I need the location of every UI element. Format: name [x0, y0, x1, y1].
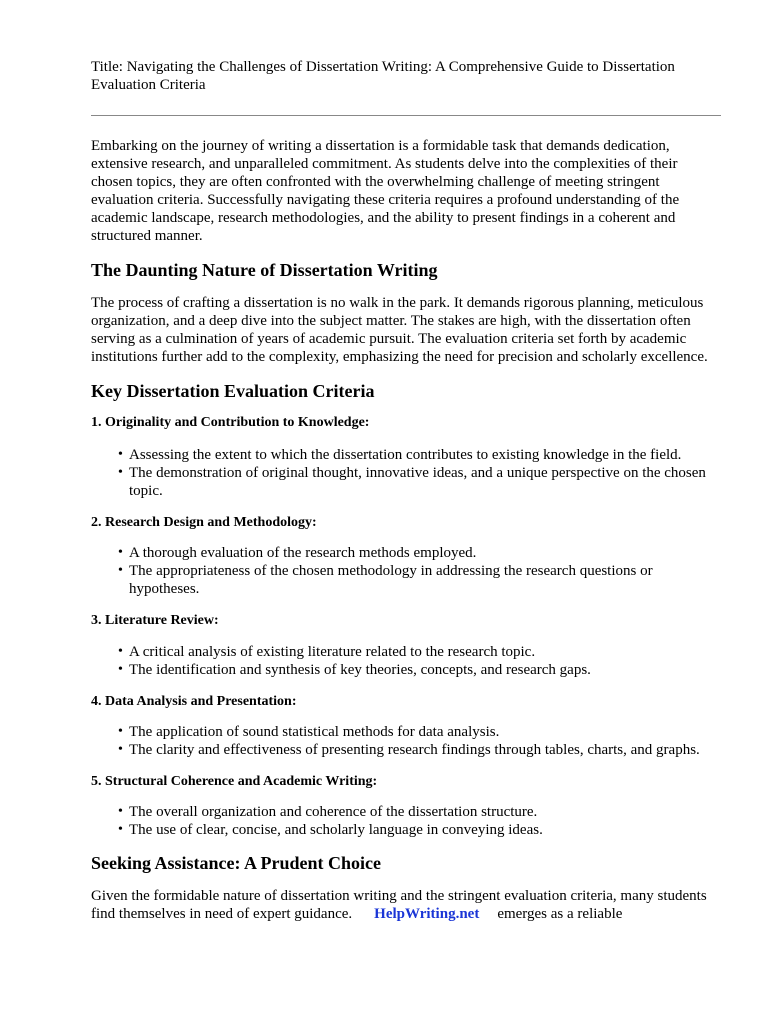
criterion-heading-originality: 1. Originality and Contribution to Knowledge:	[91, 415, 370, 430]
section-heading-daunting-nature: The Daunting Nature of Dissertation Writing	[91, 260, 438, 280]
list-item: • A critical analysis of existing literature related to the research topic.	[118, 644, 536, 660]
intro-paragraph: Embarking on the journey of writing a dissertation is a formidable task that demands dedication, extensive research, and unparalleled commitment. As students delve into the complexities of their chosen topics, they are often confronted with the overwhelming challenge of meeting stringent evaluation criteria. Successfully navigating these criteria requires a profound understanding of the academic landscape, research methodologies, and the ability to present findings in a coherent and structured manner.	[91, 138, 680, 244]
bullet-icon: •	[118, 742, 123, 757]
document-page	[91, 58, 721, 923]
bullet-icon: •	[118, 545, 123, 560]
list-item: • The demonstration of original thought, innovative ideas, and a unique perspective on the chosen topic.	[118, 465, 706, 499]
section-heading-evaluation-criteria: Key Dissertation Evaluation Criteria	[91, 381, 375, 401]
list-item: • Assessing the extent to which the dissertation contributes to existing knowledge in the field.	[118, 447, 682, 463]
bullet-icon: •	[118, 563, 123, 578]
list-item: • The identification and synthesis of key theories, concepts, and research gaps.	[118, 662, 591, 678]
criterion-list-research-design	[91, 544, 721, 598]
document-title: Title: Navigating the Challenges of Dissertation Writing: A Comprehensive Guide to Dissertation Evaluation Criteria	[91, 59, 675, 93]
criterion-list-literature-review	[91, 643, 721, 679]
criterion-list-originality	[91, 446, 721, 500]
seeking-assistance-paragraph: Given the formidable nature of dissertation writing and the stringent evaluation criteria, many students find themselves in need of expert guidance. HelpWriting.net emerges as a reliable	[91, 888, 707, 922]
bullet-icon: •	[118, 662, 123, 677]
criterion-heading-data-analysis: 4. Data Analysis and Presentation:	[91, 694, 297, 709]
bullet-icon: •	[118, 822, 123, 837]
criterion-list-structural-coherence	[91, 803, 721, 839]
list-item: • The use of clear, concise, and scholarly language in conveying ideas.	[118, 822, 543, 838]
list-item: • The appropriateness of the chosen methodology in addressing the research questions or hypotheses.	[118, 563, 653, 597]
criterion-heading-research-design: 2. Research Design and Methodology:	[91, 515, 317, 530]
bullet-icon: •	[118, 804, 123, 819]
daunting-nature-paragraph: The process of crafting a dissertation is no walk in the park. It demands rigorous planning, meticulous organization, and a deep dive into the subject matter. The stakes are high, with the dissertation often serving as a culmination of years of academic pursuit. The evaluation criteria set forth by academic institutions further add to the complexity, emphasizing the need for precision and scholarly excellence.	[91, 295, 708, 365]
title-divider	[91, 115, 721, 116]
helpwriting-link[interactable]: HelpWriting.net	[374, 906, 480, 922]
criterion-heading-literature-review: 3. Literature Review:	[91, 613, 219, 628]
criterion-heading-structural-coherence: 5. Structural Coherence and Academic Writing:	[91, 774, 378, 789]
section-heading-seeking-assistance: Seeking Assistance: A Prudent Choice	[91, 853, 382, 873]
list-item: • The clarity and effectiveness of presenting research findings through tables, charts, and graphs.	[118, 742, 700, 758]
bullet-icon: •	[118, 724, 123, 739]
bullet-icon: •	[118, 447, 123, 462]
bullet-icon: •	[118, 465, 123, 480]
criterion-list-data-analysis	[91, 723, 721, 759]
list-item: • The application of sound statistical methods for data analysis.	[118, 724, 500, 740]
list-item: • A thorough evaluation of the research methods employed.	[118, 545, 477, 561]
bullet-icon: •	[118, 644, 123, 659]
list-item: • The overall organization and coherence of the dissertation structure.	[118, 804, 538, 820]
